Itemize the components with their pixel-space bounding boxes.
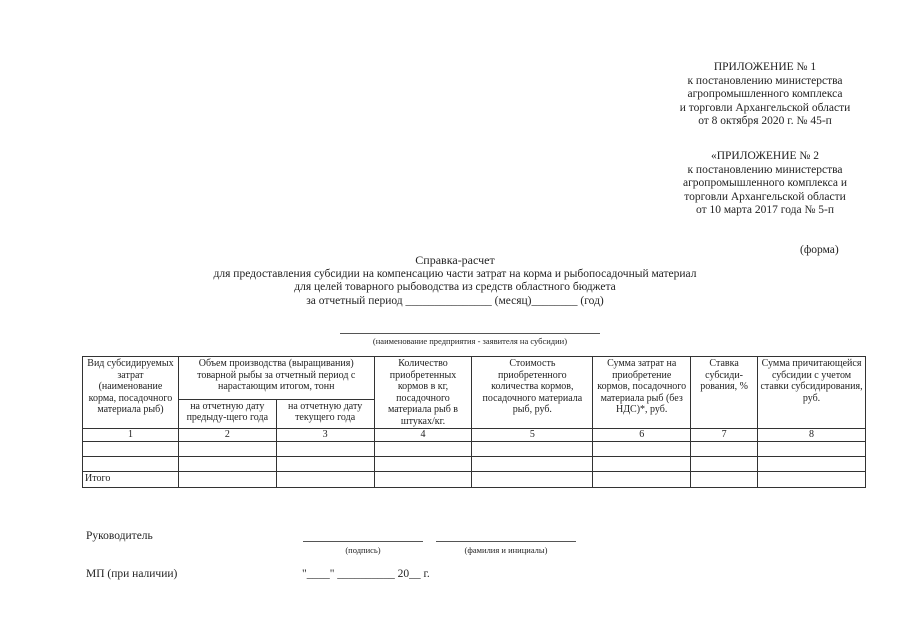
table-cell[interactable]: [593, 442, 691, 457]
column-number: 5: [472, 429, 593, 442]
total-label: Итого: [83, 472, 179, 488]
table-cell[interactable]: [178, 457, 276, 472]
signature-line[interactable]: [303, 541, 423, 542]
header-cost-type: Вид субсидируемых затрат (наименование корма, посадочного материала рыб): [83, 357, 179, 429]
seal-label: МП (при наличии): [86, 568, 178, 580]
table-cell[interactable]: [472, 457, 593, 472]
signature-caption: (подпись): [345, 545, 381, 555]
appendix-1-line: ПРИЛОЖЕНИЕ № 1: [713, 61, 817, 73]
date-line[interactable]: "____" __________ 20__ г.: [302, 568, 430, 580]
appendix-2-header: [640, 150, 890, 218]
table-cell[interactable]: [472, 472, 593, 488]
appendix-1-line: агропромышленного комплекса: [687, 88, 843, 100]
column-number: 4: [374, 429, 472, 442]
table-cell[interactable]: [83, 457, 179, 472]
header-previous-year: на отчетную дату предыду-щего года: [178, 399, 276, 428]
table-cell[interactable]: [374, 472, 472, 488]
title-line: для целей товарного рыбоводства из средств областного бюджета: [294, 281, 616, 293]
calculation-table: [82, 356, 866, 488]
title-line: Справка-расчет: [415, 253, 495, 267]
header-expense-sum: Сумма затрат на приобретение кормов, посадочного материала рыб (без НДС)*, руб.: [593, 357, 691, 429]
table-cell[interactable]: [276, 442, 374, 457]
table-cell[interactable]: [691, 472, 758, 488]
column-number: 7: [691, 429, 758, 442]
table-cell[interactable]: [691, 442, 758, 457]
name-line[interactable]: [436, 541, 576, 542]
column-number: 2: [178, 429, 276, 442]
header-cost: Стоимость приобретенного количества кормов, посадочного материала рыб, руб.: [472, 357, 593, 429]
table-cell[interactable]: [276, 457, 374, 472]
appendix-2-line: агропромышленного комплекса и: [682, 177, 848, 189]
column-number: 6: [593, 429, 691, 442]
appendix-2-line: к постановлению министерства: [687, 163, 843, 176]
document-title: [140, 254, 770, 308]
table-cell[interactable]: [758, 457, 866, 472]
table-row: [83, 457, 866, 472]
head-label: Руководитель: [86, 530, 153, 542]
header-quantity: Количество приобретенных кормов в кг, посадочного материала рыб в штуках/кг.: [374, 357, 472, 429]
table-cell[interactable]: [374, 442, 472, 457]
appendix-2-line: «ПРИЛОЖЕНИЕ № 2: [710, 150, 819, 162]
table-cell[interactable]: [374, 457, 472, 472]
table-cell[interactable]: [472, 442, 593, 457]
appendix-1-line: от 8 октября 2020 г. № 45-п: [698, 115, 832, 127]
appendix-2-line: от 10 марта 2017 года № 5-п: [695, 204, 835, 216]
header-subsidy-sum: Сумма причитающейся субсидии с учетом ставки субсидирования, руб.: [758, 357, 866, 429]
table-cell[interactable]: [691, 457, 758, 472]
name-caption: (фамилия и инициалы): [464, 545, 548, 555]
table-cell[interactable]: [758, 472, 866, 488]
table-cell[interactable]: [758, 442, 866, 457]
header-rate: Ставка субсиди-рования, %: [691, 357, 758, 429]
total-row: [83, 472, 866, 488]
header-current-year: на отчетную дату текущего года: [276, 399, 374, 428]
header-production-volume: Объем производства (выращивания) товарной рыбы за отчетный период с нарастающим итогом, тонн: [178, 357, 374, 400]
table-cell[interactable]: [276, 472, 374, 488]
table-cell[interactable]: [593, 472, 691, 488]
table-cell[interactable]: [178, 472, 276, 488]
column-number: 1: [83, 429, 179, 442]
appendix-1-line: к постановлению министерства: [687, 74, 843, 87]
appendix-1-header: [640, 61, 890, 129]
title-line: за отчетный период _______________ (месяц)________ (год): [306, 294, 604, 307]
appendix-1-line: и торговли Архангельской области: [679, 101, 851, 114]
appendix-2-line: торговли Архангельской области: [684, 190, 846, 203]
form-label: (форма): [800, 244, 839, 256]
applicant-caption: (наименование предприятия - заявителя на субсидии): [340, 333, 600, 346]
title-line: для предоставления субсидии на компенсацию части затрат на корма и рыбопосадочный материал: [213, 267, 697, 280]
column-number: 3: [276, 429, 374, 442]
column-number: 8: [758, 429, 866, 442]
table-cell[interactable]: [593, 457, 691, 472]
table-cell[interactable]: [83, 442, 179, 457]
column-number-row: [83, 429, 866, 442]
table-cell[interactable]: [178, 442, 276, 457]
table-row: [83, 442, 866, 457]
